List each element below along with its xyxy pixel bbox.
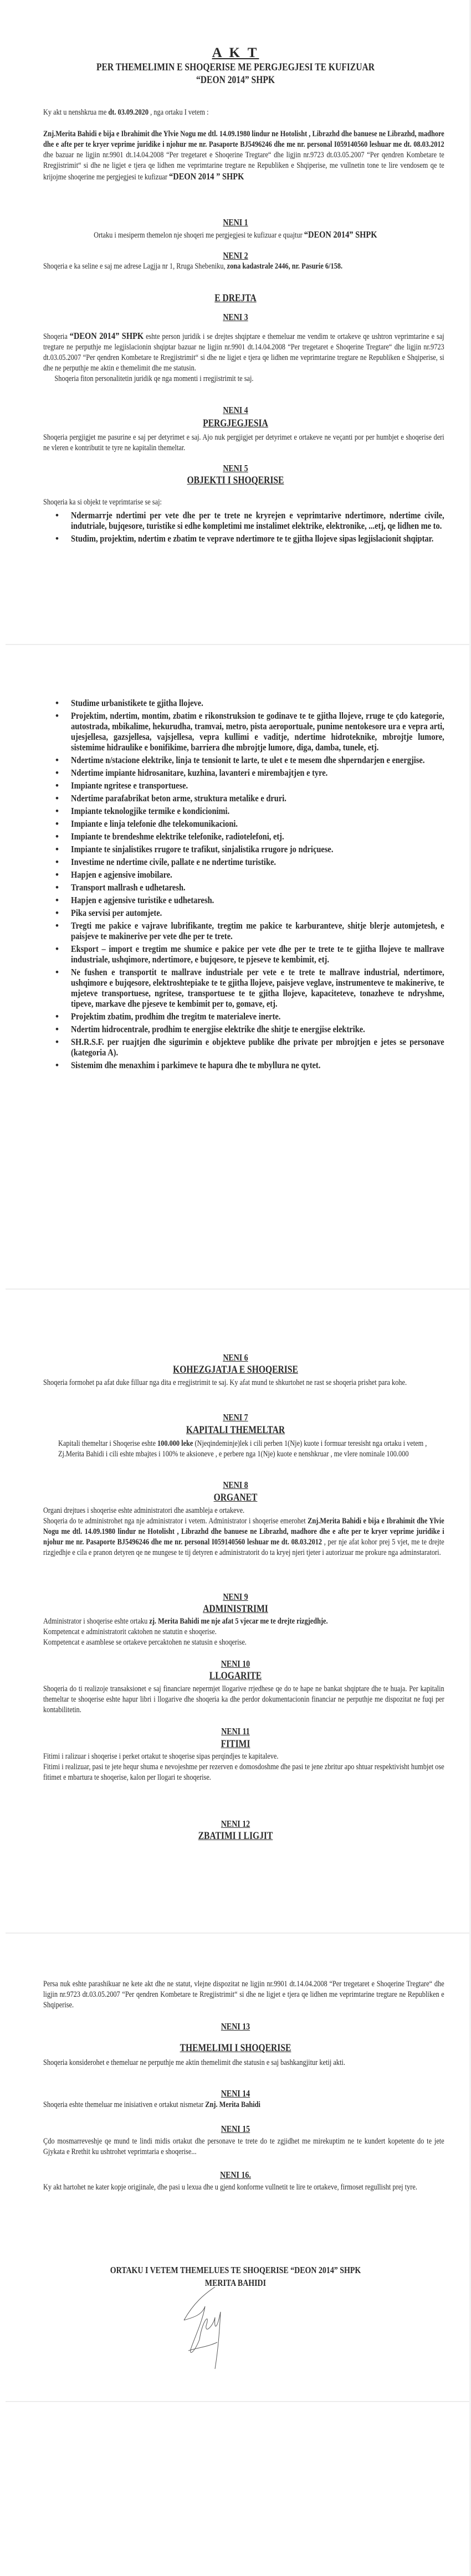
list-item-text: Ne fushen e transportit te mallrave industriale per vete e te trete te mallrave industrial, ndertimore, ushqimore e bujqesore, elektroshtepiake te te gjitha llojeve, paisjeve veglave, instrumenteve te makinerive, te mjeteve transportuese, ngritese, transportuese te te gjitha llojeve, kapaciteteve, tonazheve te ndryshme, tipeve, markave dhe pjeseve te kembimit per to, gomave, etj. (71, 967, 444, 1009)
list-item (55, 869, 444, 880)
list-item-text: Impiante te brendeshme elektrike telefonike, radiotelefoni, etj. (71, 831, 284, 842)
bullet-icon: • (55, 967, 59, 977)
list-item (55, 533, 444, 544)
bullet-icon: • (55, 806, 59, 816)
article-3-text: Shoqeria “DEON 2014” SHPK eshte person juridik i se drejtes shqiptare e themeluar me vendim te ortakeve qe ushtron veprimtarine e saj tregtare ne perputhje me legjislacionin shqiptar bazuar ne ligjin nr.9901 dt.14.04.2008 “Per tregetaret e Shoqerine Tregtare“ dhe ligjin nr.9723 dt.03.05.2007 “Per qendren Kombetare te Rregjistrimit“ si dhe ne ligjet e tjera qe lidhen me veprimtarine tregtare ne Republiken e Shqiperise, si dhe ne perputhje me aktin e themelimit dhe me statusin. Shoqeria fiton personalitetin juridik qe nga momenti i rregjistrimit te saj. (43, 331, 444, 383)
list-item (55, 895, 444, 905)
list-item-text: Studim, projektim, ndertim e zbatim te veprave ndertimore te te gjitha llojeve sipas legjislacionit shqiptar. (71, 533, 434, 544)
bullet-icon: • (55, 1024, 59, 1034)
bullet-icon: • (55, 710, 59, 721)
article-7-title: KAPITALI THEMELTAR (186, 1424, 285, 1436)
article-10-label: NENI 10 (221, 1658, 250, 1669)
article-11-label: NENI 11 (221, 1726, 250, 1737)
list-item (55, 1011, 444, 1022)
article-1-label: NENI 1 (223, 217, 248, 228)
section-rights-heading: E DREJTA (214, 292, 257, 304)
article-16-label: NENI 16. (220, 2170, 251, 2180)
list-item (55, 510, 444, 531)
bullet-icon: • (55, 755, 59, 765)
list-item (55, 767, 444, 778)
article-7-text: Kapitali themeltar i Shoqerise eshte 100.000 leke (Njeqindeminje)lek i cili perben 1(Nje) kuote i formuar teresisht nga ortaku i vetem , Zj.Merita Bahidi i cili eshte mbajtes i 100% te aksioneve , e perbere nga 1(Nje) kuote e nenshkruar , me vlere nominale 100.000 (58, 1439, 427, 1459)
article-4-title: PERGJEGJESIA (203, 418, 268, 429)
article-7-label: NENI 7 (223, 1412, 248, 1423)
list-item (55, 710, 444, 753)
article-15-label: NENI 15 (221, 2124, 250, 2134)
article-14-text: Shoqeria eshte themeluar me inisiativen e ortakut nismetar Znj. Merita Bahidi (43, 2100, 260, 2109)
list-item-text: Ndertim hidrocentrale, prodhim te energjise elektrike dhe shitje te energjise elektrike. (71, 1024, 365, 1034)
document-subtitle: PER THEMELIMIN E SHOQERISE ME PERGJEGJESI TE KUFIZUAR (96, 61, 375, 73)
list-item-text: Impiante teknologjike termike e kondicionimi. (71, 806, 230, 816)
article-8-text: Organi drejtues i shoqerise eshte administratori dhe asambleja e ortakeve. Shoqeria do te administrohet nga nje administrator i vetem. Administrator i shoqerise emerohet Znj.Merita Bahidi e bija e Ibrahimit dhe Ylvie Nogu me dtl. 14.09.1980 lindur ne Hotolisht , Librazhd dhe banuese ne Librazhd, madhore dhe e afte per te kryer veprime juridike i njohur me nr. Pasaporte BJ5496246 dhe me nr. personal I059140560 leshuar me dt. 08.03.2012 , per nje afat kohor prej 5 vjet, me te drejte rizgjedhje e cila e pranon detyren qe ne mungese te tij detyren e administratorit do ta kryej njeri tjeter i autorizuar me prokure nga adminstaratori. (43, 1506, 444, 1557)
article-4-text: Shoqeria pergjigjet me pasurine e saj per detyrimet e saj. Ajo nuk pergjigjet per detyrimet e ortakeve ne veçanti por per humbjet e shoqerise deri ne vleren e kontributit te tyre ne kapitalin themeltar. (43, 433, 444, 452)
list-item-text: Ndertime impiante hidrosanitare, kuzhina, lavanteri e mirembajtjen e tyre. (71, 767, 328, 778)
article-2-label: NENI 2 (223, 250, 248, 261)
bullet-icon: • (55, 1060, 59, 1070)
list-item (55, 920, 444, 941)
article-12-title: ZBATIMI I LIGJIT (198, 1830, 273, 1842)
bullet-icon: • (55, 908, 59, 918)
list-item-text: Impiante e linja telefonie dhe telekomunikacioni. (71, 818, 238, 829)
article-2-text: Shoqeria e ka seline e saj me adrese Lagjja nr 1, Rruga Shebeniku, zona kadastrale 2446, nr. Pasurie 6/158. (43, 262, 343, 271)
bullet-icon: • (55, 895, 59, 905)
signatory-name: MERITA BAHIDI (204, 2278, 267, 2288)
business-objects-list-continued (55, 698, 444, 1073)
list-item-text: Transport mallrash e udhetaresh. (71, 882, 186, 893)
business-objects-list (55, 510, 444, 546)
bullet-icon: • (55, 793, 59, 803)
article-16-text: Ky akt hartohet ne kater kopje origjinale, dhe pasi u lexua dhe u gjend konforme vullnetit te lire te ortakeve, firmoset regullisht prej tyre. (43, 2183, 417, 2192)
signature-icon (183, 2287, 238, 2370)
list-item (55, 818, 444, 829)
article-6-label: NENI 6 (223, 1352, 248, 1363)
list-item (55, 1060, 444, 1070)
signing-statement: Ky akt u nenshkrua me dt. 03.09.2020 , nga ortaku I vetem : (43, 108, 209, 117)
list-item (55, 755, 444, 765)
article-8-title: ORGANET (213, 1492, 258, 1503)
page-break (6, 1289, 471, 1290)
article-15-text: Çdo mosmarreveshje qe mund te lindi midis ortakut dhe personave te trete do te zgjidhet me mirekuptim ne te kundert kopetente do te jete Gjykata e Rrethit ku ushtrohet veprimtaria e shoqerise... (43, 2137, 444, 2156)
article-13-label: NENI 13 (221, 2021, 250, 2032)
article-4-label: NENI 4 (223, 405, 248, 415)
bullet-icon: • (55, 831, 59, 842)
bullet-icon: • (55, 869, 59, 880)
article-10-text: Shoqeria do ti realizoje transaksionet e saj financiare nepermjet llogarive rrjedhese qe do te hape ne bankat shqiptare dhe te huaja. Per kapitalin themeltar te shoqerise eshte hapur libri i llogarive dhe shoqeria ka dhe perdor dokumentacionin financiar ne perputhje me dispozitat ne fuqi per kontabilitetin. (43, 1684, 444, 1714)
founder-identity: Znj.Merita Bahidi e bija e Ibrahimit dhe Ylvie Nogu me dtl. 14.09.1980 lindur ne Hotolisht , Librazhd dhe banuese ne Librazhd, madhore dhe e afte per te kryer veprime juridike i njohur me nr. Pasaporte BJ5496246 dhe me nr. personal I059140560 leshuar me dt. 08.03.2012 (43, 130, 444, 149)
article-9-text: Administrator i shoqerise eshte ortaku zj. Merita Bahidi me nje afat 5 vjecar me te drejte rizgjedhje. Kompetencat e administratorit caktohen ne statutin e shoqerise. Kompetencat e asamblese se ortakeve percaktohen ne statusin e shoqerise. (43, 1617, 328, 1647)
founder-paragraph: Znj.Merita Bahidi e bija e Ibrahimit dhe Ylvie Nogu me dtl. 14.09.1980 lindur ne Hotolisht , Librazhd dhe banuese ne Librazhd, madhore dhe e afte per te kryer veprime juridike i njohur me nr. Pasaporte BJ5496246 dhe me nr. personal I059140560 leshuar me dt. 08.03.2012 dhe bazuar ne ligjin nr.9901 dt.14.04.2008 “Per tregetaret e Shoqerine Tregtare“ dhe ligjin nr.9723 dt.03.05.2007 “Per qendren Kombetare te Rregjistrimit“ si dhe ne ligjet e tjera qe lidhen me veprimtarine tregtare ne Republiken e Shqiperise, me vullnetin tone te lire vendosem qe te krijojme shoqerine me pergjegjesi te kufizuar “DEON 2014 ” SHPK (43, 130, 444, 182)
article-10-title: LLOGARITE (209, 1670, 262, 1682)
page-break (6, 1933, 471, 1934)
article-14-label: NENI 14 (221, 2088, 250, 2099)
article-6-text: Shoqeria formohet pa afat duke filluar nga dita e rregjistrimit te saj. Ky afat mund te shkurtohet ne rast se shoqeria prishet para kohe. (43, 1378, 407, 1387)
list-item (55, 1024, 444, 1034)
article-12-text: Persa nuk eshte parashikuar ne kete akt dhe ne statut, vlejne dispozitat ne ligjin nr.9901 dt.14.04.2008 “Per tregetaret e Shoqerine Tregtare“ dhe ligjin nr.9723 dt.03.05.2007 “Per qendren Kombetare te Rregjistrimit“ si dhe ne ligjet e tjera qe lidhen me veprimtarine tregtare ne Republiken e Shqiperise. (43, 1980, 444, 2010)
bullet-icon: • (55, 857, 59, 867)
list-item (55, 780, 444, 791)
article-11-text: Fitimi i ralizuar i shoqerise i perket ortakut te shoqerise sipas perqindjes te kapitaleve. Fitimi i realizuar, pasi te jete hequr shuma e nevojeshme per rezerven e domosdoshme dhe pasi te jene zbritur apo shtuar respektivisht humbjet ose fitimet e mbartura te shoqerise, kalon per llogari te shoqerise. (43, 1752, 444, 1782)
list-item-text: Ndertime n/stacione elektrike, linja te tensionit te larte, te ulet e te mesem dhe shperndarjen e energjise. (71, 755, 425, 765)
bullet-icon: • (55, 944, 59, 954)
list-item-text: Impiante ngritese e transportuese. (71, 780, 188, 791)
list-item-text: Pika servisi per automjete. (71, 908, 162, 918)
article-12-label: NENI 12 (221, 1818, 250, 1829)
list-item (55, 908, 444, 918)
list-item (55, 806, 444, 816)
company-name-heading: “DEON 2014” SHPK (196, 74, 275, 86)
list-item (55, 831, 444, 842)
article-11-title: FITIMI (221, 1738, 250, 1750)
article-6-title: KOHEZGJATJA E SHOQERISE (173, 1364, 298, 1375)
document-title: A K T (212, 45, 259, 60)
list-item-text: Ndertime parafabrikat beton arme, struktura metalike e druri. (71, 793, 286, 803)
bullet-icon: • (55, 510, 59, 521)
list-item-text: Hapjen e agjensive imobilare. (71, 869, 172, 880)
list-item (55, 793, 444, 803)
list-item-text: Ndermarrje ndertimi per vete dhe per te trete ne kryrejen e veprimtarive ndertimore, ndertime civile, indutriale, bujqesore, turistike si edhe kompletimi me instalimet elektrike, elektronike, ...etj, qe lidhen me to. (71, 510, 444, 531)
bullet-icon: • (55, 1037, 59, 1047)
bullet-icon: • (55, 882, 59, 893)
article-13-text: Shoqeria konsiderohet e themeluar ne perputhje me aktin themelimit dhe statusin e saj bashkangjitur ketij akti. (43, 2058, 345, 2067)
list-item (55, 698, 444, 708)
list-item-text: Tregti me pakice e vajrave lubrifikante, tregtim me pakice te karburanteve, shitje blerje automjetesh, e paisjeve te makinerive per vete dhe per te trete. (71, 920, 444, 941)
list-item (55, 967, 444, 1009)
signing-date: dt. 03.09.2020 (108, 108, 149, 117)
list-item-text: Impiante te sinjalistikes rrugore te trafikut, sinjalistika rrugore jo ndriçuese. (71, 844, 334, 854)
article-9-title: ADMINISTRIMI (203, 1603, 268, 1615)
bullet-icon: • (55, 698, 59, 708)
list-item-text: Investime ne ndertime civile, pallate e ne ndertime turistike. (71, 857, 277, 867)
list-item (55, 857, 444, 867)
bullet-icon: • (55, 1011, 59, 1022)
list-item (55, 944, 444, 965)
article-13-title: THEMELIMI I SHOQERISE (180, 2042, 291, 2054)
article-8-label: NENI 8 (223, 1480, 248, 1490)
bullet-icon: • (55, 780, 59, 791)
bullet-icon: • (55, 818, 59, 829)
page-break (6, 644, 471, 645)
article-9-label: NENI 9 (223, 1591, 248, 1602)
list-item-text: Hapjen e agjensive turistike e udhetaresh. (71, 895, 214, 905)
list-item (55, 882, 444, 893)
list-item (55, 844, 444, 854)
list-item-text: Eksport – import e tregtim me shumice e pakice per vete dhe per te trete te te gjitha llojeve te mallrave industriale, ushqimore, ndertimore, e bujqesore, te pjeseve te kembimit, etj. (71, 944, 444, 965)
list-item-text: Studime urbanistikete te gjitha llojeve. (71, 698, 203, 708)
list-item (55, 1037, 444, 1058)
list-item-text: SH.R.S.F. per ruajtjen dhe sigurimin e objekteve publike dhe private per mbrojtjen e jetes se personave (kategoria A). (71, 1037, 444, 1058)
list-item-text: Projektim zbatim, prodhim dhe tregitm te materialeve inerte. (71, 1011, 281, 1022)
article-3-label: NENI 3 (223, 312, 248, 322)
founder-company: “DEON 2014 ” SHPK (169, 171, 244, 182)
list-item-text: Sistemim dhe menaxhim i parkimeve te hapura dhe te mbyllura ne qytet. (71, 1060, 321, 1070)
bullet-icon: • (55, 844, 59, 854)
article-1-text: Ortaku i mesiperm themelon nje shoqeri me pergjegjesi te kufizuar e quajtur “DEON 2014” SHPK (94, 229, 377, 240)
bullet-icon: • (55, 767, 59, 778)
article-5-intro: Shoqeria ka si objekt te veprimtarise se saj: (43, 498, 162, 507)
article-5-label: NENI 5 (223, 463, 248, 473)
list-item-text: Projektim, ndertim, montim, zbatim e rikonstruksion te godinave te te gjitha llojeve, rruge te çdo kategorie, autostrada, mbikalime, hekurudha, tramvai, metro, pista aeroportuale, punime nentokesore ura e vepra arti, ujesjellesa, gazsjellesa, vajsjellesa, vepra kullimi e vaditje, ndertime hidroteknike, mbrojtje lumore, sistemime hidraulike e bonifikime, barriera dhe mbrojtje lumore, diga, damba, tunele, etj. (71, 710, 444, 753)
article-5-title: OBJEKTI I SHOQERISE (187, 475, 284, 486)
bullet-icon: • (55, 920, 59, 931)
signatory-title: ORTAKU I VETEM THEMELUES TE SHOQERISE “DEON 2014” SHPK (110, 2265, 361, 2275)
page-break (6, 2401, 471, 2402)
bullet-icon: • (55, 533, 59, 544)
capital-amount: 100.000 leke (157, 1439, 193, 1448)
